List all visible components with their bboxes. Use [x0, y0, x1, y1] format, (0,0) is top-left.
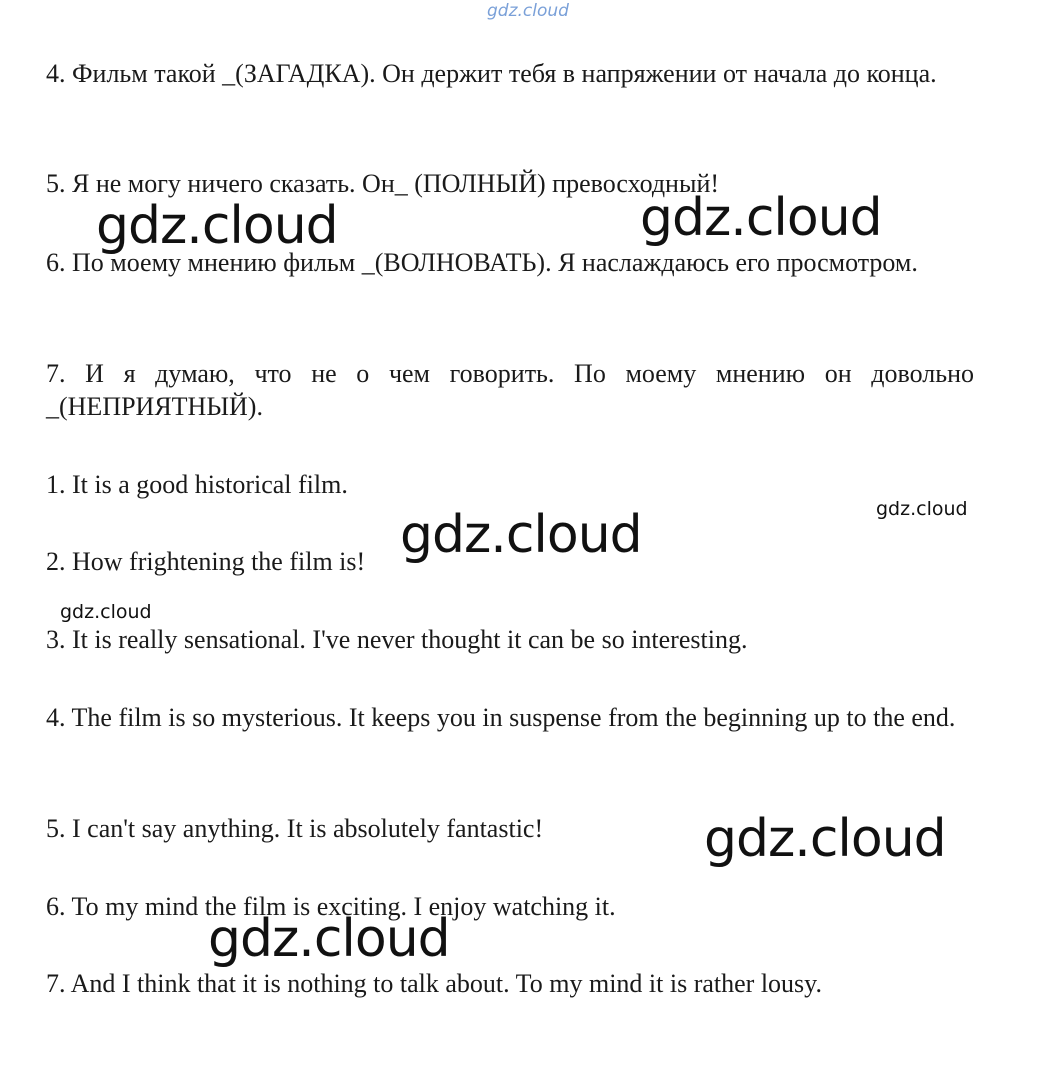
watermark-big: gdz.cloud: [208, 909, 450, 969]
russian-sentence-4: 4. Фильм такой _(ЗАГАДКА). Он держит тебя в напряжении от начала до конца.: [46, 59, 937, 88]
english-answer-7: 7. And I think that it is nothing to talk about. To my mind it is rather lousy.: [46, 969, 822, 998]
watermark-small: gdz.cloud: [60, 601, 152, 623]
watermark-small: gdz.cloud: [876, 498, 968, 520]
english-answer-1: 1. It is a good historical film.: [46, 470, 348, 499]
watermark-big: gdz.cloud: [96, 196, 338, 256]
english-answer-5: 5. I can't say anything. It is absolutely fantastic!: [46, 814, 544, 843]
watermark-big: gdz.cloud: [704, 809, 946, 869]
russian-sentence-7: 7. И я думаю, что не о чем говорить. По моему мнению он довольно _(НЕПРИЯТНЫЙ).: [46, 359, 974, 421]
english-answer-3: 3. It is really sensational. I've never thought it can be so interesting.: [46, 625, 748, 654]
watermark-top: gdz.cloud: [487, 1, 569, 21]
english-answer-6: 6. To my mind the film is exciting. I enjoy watching it.: [46, 892, 616, 921]
watermark-big: gdz.cloud: [640, 188, 882, 248]
watermark-big: gdz.cloud: [400, 505, 642, 565]
english-answer-4: 4. The film is so mysterious. It keeps you in suspense from the beginning up to the end.: [46, 703, 956, 732]
english-answer-2: 2. How frightening the film is!: [46, 547, 366, 576]
russian-sentence-6: 6. По моему мнению фильм _(ВОЛНОВАТЬ). Я наслаждаюсь его просмотром.: [46, 248, 918, 277]
russian-sentence-5: 5. Я не могу ничего сказать. Он_ (ПОЛНЫЙ) превосходный!: [46, 169, 720, 198]
